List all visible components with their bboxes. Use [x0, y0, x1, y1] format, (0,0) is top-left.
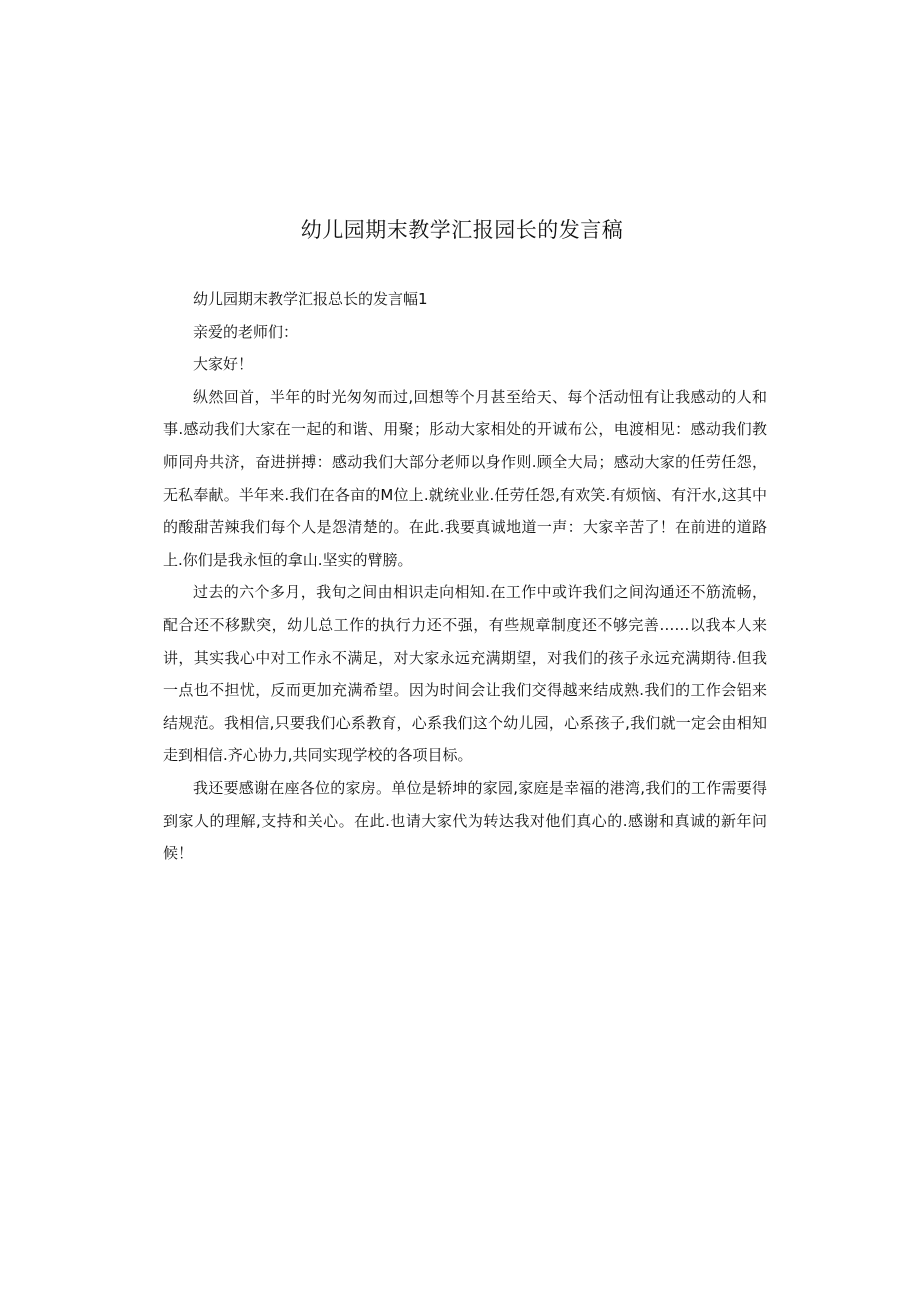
paragraph-body-2: 过去的六个多月，我旬之间由相识走向相知.在工作中或许我们之间沟通还不筋流畅，配合还不移默突，幼儿总工作的执行力还不强，有些规章制度还不够完善……以我本人来讲，其实我心中对工作永不满足，对大家永远充满期望，对我们的孩子永远充满期待.但我一点也不担忧，反而更加充满希望。因为时间会让我们交得越来结成熟.我们的工作会铝来结规范。我相信,只要我们心系教育，心系我们这个幼儿园，心系孩子,我们就一定会由相知走到相信.齐心协力,共同实现学校的各项目标。: [163, 583, 767, 765]
paragraph-salutation: 亲爱的老师们：: [193, 322, 299, 341]
document-body: [163, 283, 767, 870]
paragraph-greeting: 大家好！: [193, 355, 254, 374]
paragraph-body-3: 我还要感谢在座各位的家房。单位是轿坤的家园,家庭是幸福的港湾,我们的工作需要得到家人的理解,支持和关心。在此.也请大家代为转达我对他们真心的.感谢和真诚的新年问候！: [163, 778, 767, 863]
document-title: 幼儿园期末教学汇报园长的发言稿: [300, 218, 624, 242]
paragraph-heading: 幼儿园期末教学汇报总长的发言幅1: [193, 290, 428, 308]
paragraph-body-1: 纵然回首，半年的时光匆匆而过,回想等个月甚至给天、每个活动忸有让我感动的人和事.感动我们大家在一起的和谐、用聚；肜动大家相处的开诚布公，电渡相见：感动我们教师同舟共济，奋进拼搏：感动我们大部分老师以身作则.顾全大局；感动大家的任劳任怨，无私奉献。半年来.我们在各亩的M位上.就统业业.任劳任怨,有欢笑.有烦恼、有汗水,这其中的酸甜苦辣我们每个人是怨清楚的。在此.我要真诚地道一声：大家辛苦了！在前进的道路上.你们是我永恒的拿山.坚实的臂膀。: [163, 387, 767, 569]
